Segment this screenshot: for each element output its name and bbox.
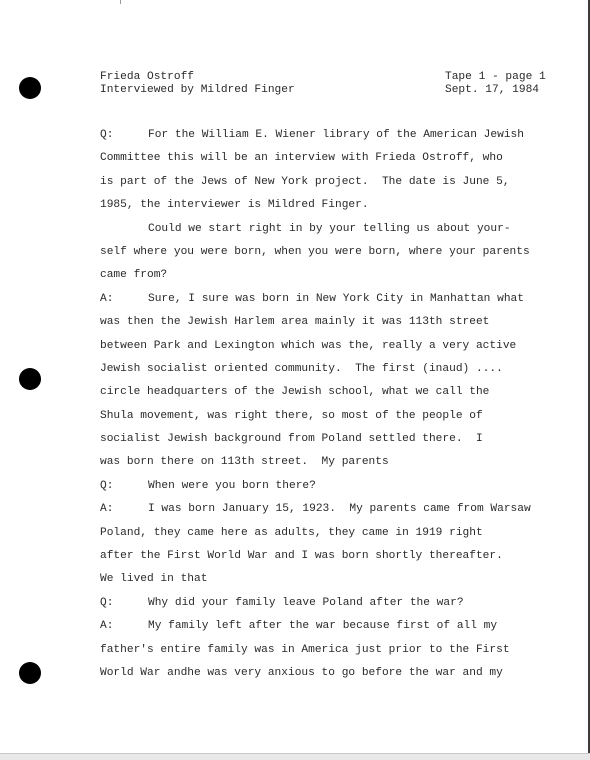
transcript-line: Poland, they came here as adults, they came in 1919 right	[100, 526, 483, 539]
interviewer-line: Interviewed by Mildred Finger	[100, 84, 295, 96]
transcript-line: We lived in that	[100, 573, 208, 586]
tape-page-label: Tape 1 - page 1	[445, 71, 546, 83]
header-right	[445, 71, 546, 97]
line-text: Why did your family leave Poland after the war?	[148, 596, 464, 609]
header-left	[100, 71, 295, 97]
interview-date: Sept. 17, 1984	[445, 84, 539, 96]
transcript-line: came from?	[100, 269, 168, 282]
transcript-line: circle headquarters of the Jewish school, what we call the	[100, 386, 490, 399]
line-text: For the William E. Wiener library of the American Jewish	[148, 129, 524, 141]
transcript-line: is part of the Jews of New York project. The date is June 5,	[100, 175, 510, 188]
transcript-line: World War andhe was very anxious to go before the war and my	[100, 666, 503, 679]
line-text: My family left after the war because first of all my	[148, 620, 498, 633]
line-text: Sure, I sure was born in New York City in Manhattan what	[148, 292, 524, 305]
transcript-line	[100, 498, 570, 521]
page-bottom-edge	[0, 753, 590, 760]
speaker-label: A:	[100, 292, 114, 305]
transcript-line: socialist Jewish background from Poland settled there. I	[100, 433, 483, 446]
transcript-line: was born there on 113th street. My parents	[100, 456, 389, 469]
speaker-label: Q:	[100, 596, 114, 609]
transcript-line	[100, 124, 570, 147]
speaker-label: Q:	[100, 129, 114, 141]
transcript-line	[100, 218, 570, 241]
punch-hole-bottom	[19, 662, 41, 684]
transcript-line: was then the Jewish Harlem area mainly it was 113th street	[100, 316, 490, 329]
transcript-line	[100, 475, 570, 498]
transcript-line: father's entire family was in America just prior to the First	[100, 643, 510, 656]
punch-hole-middle	[19, 368, 41, 390]
punch-hole-top	[19, 77, 41, 99]
transcript-line: Shula movement, was right there, so most of the people of	[100, 409, 483, 422]
transcript-body	[100, 124, 570, 685]
speaker-label: A:	[100, 620, 114, 633]
interviewee-name: Frieda Ostroff	[100, 71, 194, 83]
line-text: I was born January 15, 1923. My parents came from Warsaw	[148, 503, 531, 516]
transcript-line: after the First World War and I was born shortly thereafter.	[100, 550, 503, 563]
transcript-line	[100, 288, 570, 311]
transcript-line	[100, 592, 570, 615]
transcript-line	[100, 615, 570, 638]
transcript-line: Jewish socialist oriented community. The first (inaud) ....	[100, 362, 503, 375]
speaker-label: A:	[100, 503, 114, 516]
speaker-label: Q:	[100, 479, 114, 492]
line-text: When were you born there?	[148, 479, 316, 492]
line-text: Could we start right in by your telling us about your-	[148, 222, 511, 235]
scan-mark	[120, 0, 121, 4]
transcript-line: self where you were born, when you were born, where your parents	[100, 245, 530, 258]
transcript-line: between Park and Lexington which was the, really a very active	[100, 339, 517, 352]
transcript-line: 1985, the interviewer is Mildred Finger.	[100, 199, 369, 212]
transcript-line: Committee this will be an interview with Frieda Ostroff, who	[100, 152, 503, 165]
